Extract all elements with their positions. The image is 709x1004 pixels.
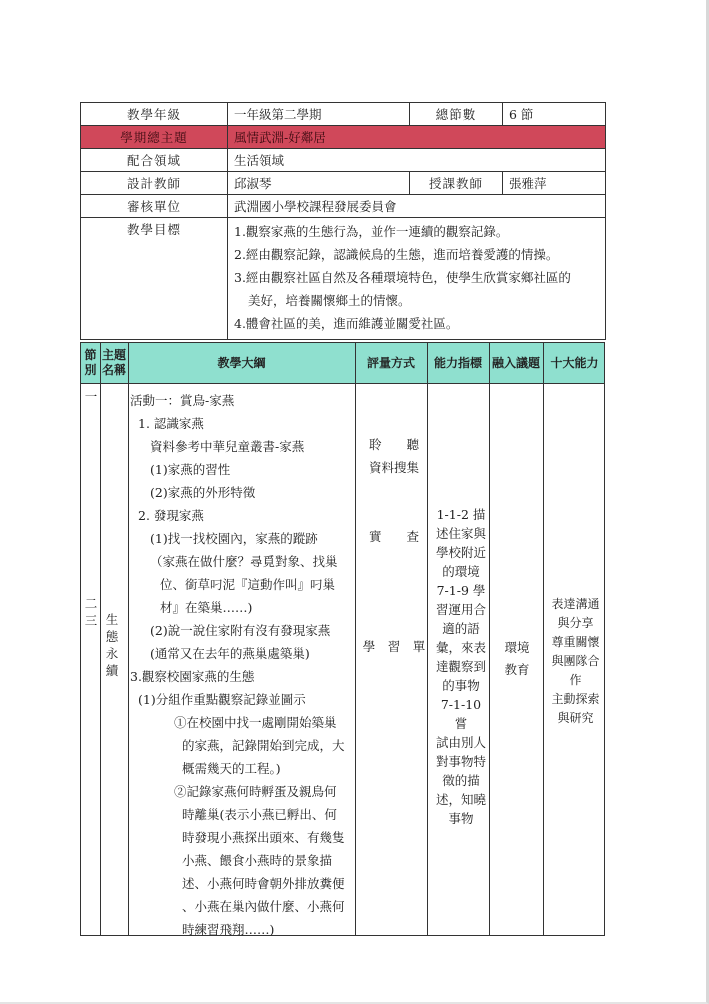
theme-value: 風情武淵-好鄰居	[228, 126, 606, 149]
outline-line: (通常又在去年的燕巢處築巢)	[150, 646, 310, 661]
outline-line: (2)家燕的外形特徵	[150, 485, 256, 500]
outline-line: 2. 發現家燕	[138, 508, 204, 523]
total-periods-label: 總節數	[410, 103, 503, 126]
designer-label: 設計教師	[81, 172, 228, 195]
outline-line: 位、銜草叼泥『這動作叫』叼巢	[160, 577, 336, 592]
col-issue-header: 融入議題	[491, 355, 540, 370]
grade-label: 教學年級	[81, 103, 228, 126]
outline-line: 活動一：賞鳥-家燕	[130, 393, 235, 408]
goals-label: 教學目標	[81, 218, 228, 340]
ability-line: 習運用合	[435, 602, 486, 617]
ability-indicators	[433, 505, 489, 828]
ability-line: 的事物	[442, 678, 480, 693]
outline-line: 資料參考中華兒童叢書-家燕	[150, 439, 305, 454]
outline-line: 材』在築巢……)	[160, 600, 253, 615]
column-divider	[427, 343, 428, 935]
goal-item: 3.經由觀察社區自然及各種環境特色，使學生欣賞家鄉社區的	[234, 270, 571, 285]
review-value: 武淵國小學校課程發展委員會	[228, 195, 606, 218]
outline-line: ①在校園中找一處剛開始築巢	[174, 715, 337, 730]
domain-value: 生活領域	[228, 149, 606, 172]
outline-line: 小燕、餵食小燕時的景象描	[182, 853, 333, 868]
eval-worksheet: 學 習 單	[362, 639, 426, 654]
column-divider	[543, 343, 544, 935]
ten-line: 作	[569, 673, 582, 687]
teacher-label: 授課教師	[410, 172, 503, 195]
ten-line: 主動探索	[551, 692, 600, 706]
integrated-issue	[493, 637, 541, 681]
ability-line: 試由別人	[435, 735, 486, 750]
lesson-plan-table	[80, 342, 605, 936]
topic-name: 生態永續	[105, 612, 119, 678]
ability-line: 達觀察到	[435, 659, 486, 674]
ability-line: 學校附近	[435, 545, 486, 560]
course-info-table	[80, 102, 606, 340]
teacher-value: 張雅萍	[503, 172, 606, 195]
outline-line: 概需幾天的工程。)	[182, 761, 281, 776]
outline-line: 述、小燕何時會朝外排放糞便	[182, 876, 345, 891]
column-divider	[489, 343, 490, 935]
column-divider	[100, 343, 101, 935]
goal-item: 美好，培養關懷鄉土的情懷。	[248, 293, 411, 308]
ten-abilities	[545, 595, 606, 728]
outline-line: (1)找一找校園內，家燕的蹤跡	[150, 531, 318, 546]
outline-line: 的家燕，記錄開始到完成，大	[182, 738, 345, 753]
ten-line: 與分享	[557, 616, 594, 630]
outline-line: 時練習飛翔……)	[182, 922, 275, 937]
outline-line: (1)分組作重點觀察記錄並圖示	[138, 692, 306, 707]
eval-listen: 聆 聽	[368, 437, 419, 452]
ability-line: 徵的描	[442, 773, 480, 788]
col-ten-header: 十大能力	[550, 355, 599, 370]
eval-check: 實 查	[368, 529, 419, 544]
column-divider	[355, 343, 356, 935]
outline-line: 時離巢(表示小燕已孵出、何	[182, 807, 337, 822]
ability-line: 的環境	[442, 564, 480, 579]
ability-line: 7-1-9 學	[436, 583, 486, 598]
col-outline-header: 教學大綱	[217, 355, 266, 370]
eval-collect: 資料搜集	[368, 460, 419, 475]
goals-cell	[228, 218, 606, 340]
ability-line: 7-1-10 嘗	[440, 697, 482, 731]
outline-line: (1)家燕的習性	[150, 462, 231, 477]
col-ability-header: 能力指標	[433, 355, 482, 370]
ten-line: 與團隊合	[551, 654, 600, 668]
goal-item: 4.體會社區的美，進而維護並關愛社區。	[234, 316, 459, 331]
ability-line: 對事物特	[435, 754, 486, 769]
ability-line: 事物	[448, 811, 474, 826]
ability-line: 適的語	[442, 621, 480, 636]
ability-line: 1-1-2 描	[436, 507, 486, 522]
review-label: 審核單位	[81, 195, 228, 218]
outline-line: ②記錄家燕何時孵蛋及親鳥何	[174, 784, 337, 799]
grade-value: 一年級第二學期	[228, 103, 410, 126]
issue-line: 教育	[504, 662, 530, 677]
theme-label: 學期總主題	[81, 126, 228, 149]
section-two-three: 二三	[84, 596, 98, 628]
ability-line: 述住家與	[435, 526, 486, 541]
outline-line: 、小燕在巢內做什麼、小燕何	[182, 899, 345, 914]
ten-line: 表達溝通	[551, 597, 600, 611]
issue-line: 環境	[504, 640, 530, 655]
teaching-outline	[130, 389, 355, 941]
outline-line: 1. 認識家燕	[138, 416, 204, 431]
outline-line: 3.觀察校園家燕的生態	[130, 669, 255, 684]
ten-line: 與研究	[557, 711, 594, 725]
column-divider	[128, 343, 129, 935]
ability-line: 彙，來表	[435, 640, 486, 655]
designer-value: 邱淑琴	[228, 172, 410, 195]
ten-line: 尊重關懷	[551, 635, 600, 649]
col-section-header: 節別	[84, 348, 97, 377]
col-eval-header: 評量方式	[366, 355, 415, 370]
goal-item: 2.經由觀察記錄，認識候鳥的生態，進而培養愛護的情操。	[234, 247, 559, 262]
goal-item: 1.觀察家燕的生態行為，並作一連續的觀察記錄。	[234, 224, 509, 239]
total-periods-value: 6 節	[503, 103, 606, 126]
outline-line: 時發現小燕探出頭來、有幾隻	[182, 830, 345, 845]
outline-line: (2)說一說住家附有沒有發現家燕	[150, 623, 331, 638]
outline-line: （家燕在做什麼？尋覓對象、找巢	[150, 554, 338, 569]
domain-label: 配合領域	[81, 149, 228, 172]
ability-line: 述，知曉	[435, 792, 486, 807]
col-topic-header: 主題名稱	[101, 348, 126, 377]
section-one: 一	[84, 389, 98, 404]
